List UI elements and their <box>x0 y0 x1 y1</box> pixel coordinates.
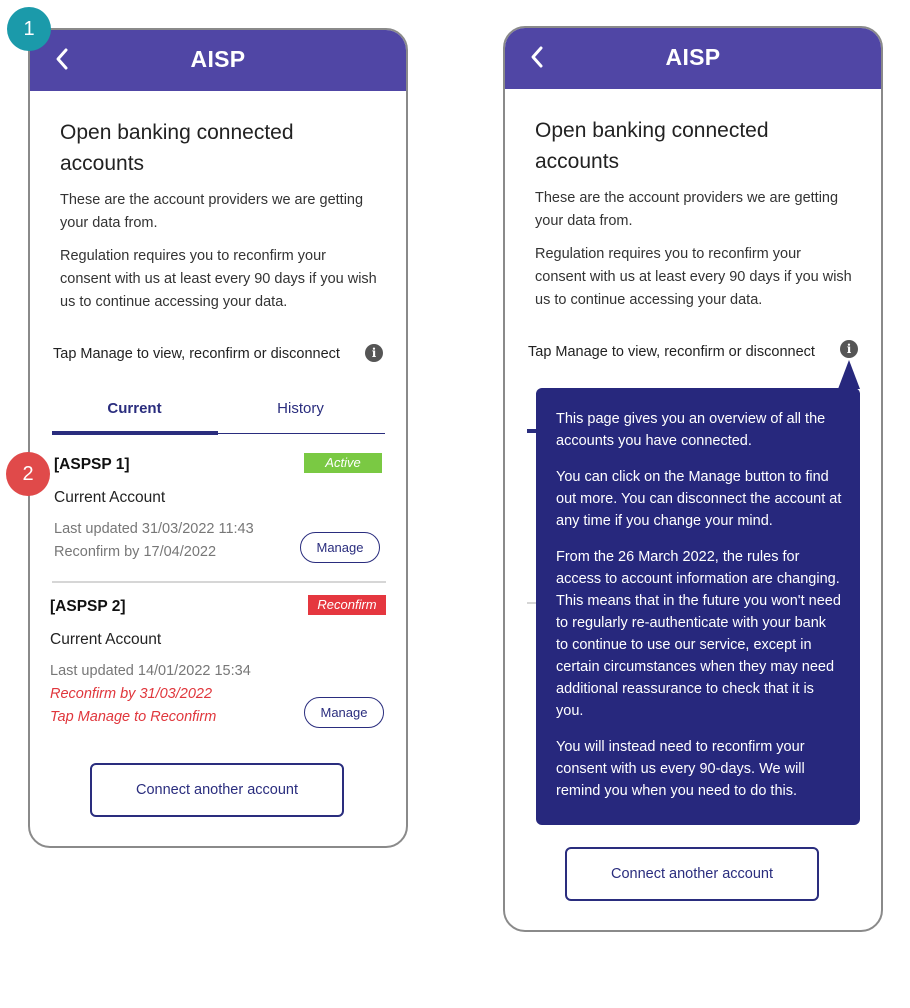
tooltip-paragraph: This page gives you an overview of all the accounts you have connected. <box>556 411 826 449</box>
manage-button[interactable]: Manage <box>304 697 384 728</box>
reconfirm-warning-text: Reconfirm by 31/03/2022 <box>50 686 213 702</box>
callout-2-badge: 2 <box>6 452 50 496</box>
regulation-text: Regulation requires you to reconfirm your consent with us at least every 90 days if you wish us to continue accessing your data. <box>535 246 852 308</box>
regulation-text: Regulation requires you to reconfirm your consent with us at least every 90 days if you wish us to continue accessing your data. <box>60 248 377 310</box>
tab-current[interactable]: Current <box>107 400 162 417</box>
tab-active-indicator <box>52 431 218 435</box>
status-badge-active: Active <box>304 453 382 473</box>
page-title: Open banking connected accounts <box>535 119 769 173</box>
account-type: Current Account <box>54 489 166 506</box>
info-tooltip <box>536 388 860 825</box>
tooltip-paragraph: From the 26 March 2022, the rules for access to account information are changing. This means that in the future you won't need to regularly re-authenticate with your bank to continue to use our service, except in certain circumstances when they may need additional reassurance to check that it is you. <box>556 549 841 719</box>
app-header <box>30 30 406 91</box>
last-updated-text: Last updated 31/03/2022 11:43 <box>54 521 254 537</box>
tooltip-paragraph: You can click on the Manage button to find out more. You can disconnect the account at any time if you change your mind. <box>556 469 842 529</box>
tooltip-pointer <box>838 360 860 389</box>
connect-another-account-button[interactable]: Connect another account <box>90 763 344 817</box>
page-title: Open banking connected accounts <box>60 121 294 175</box>
phone-screen-default <box>28 28 408 848</box>
account-divider <box>52 581 386 583</box>
info-icon[interactable]: i <box>365 344 383 362</box>
app-header <box>505 28 881 89</box>
account-name: [ASPSP 2] <box>50 598 126 615</box>
tap-manage-hint: Tap Manage to view, reconfirm or disconnect <box>53 346 340 362</box>
tap-reconfirm-text: Tap Manage to Reconfirm <box>50 709 217 725</box>
reconfirm-date-text: Reconfirm by 17/04/2022 <box>54 544 217 560</box>
app-title: AISP <box>190 46 246 72</box>
info-icon[interactable]: i <box>840 340 858 358</box>
intro-text: These are the account providers we are getting your data from. <box>60 192 364 231</box>
account-type: Current Account <box>50 631 162 648</box>
tooltip-paragraph: You will instead need to reconfirm your consent with us every 90-days. We will remind you when you need to do this. <box>556 739 805 799</box>
intro-text: These are the account providers we are getting your data from. <box>535 190 839 229</box>
tap-manage-hint: Tap Manage to view, reconfirm or disconnect <box>528 344 815 360</box>
last-updated-text: Last updated 14/01/2022 15:34 <box>50 663 251 679</box>
app-title: AISP <box>665 44 721 70</box>
manage-button[interactable]: Manage <box>300 532 380 563</box>
account-name: [ASPSP 1] <box>54 456 130 473</box>
callout-1-badge: 1 <box>7 7 51 51</box>
status-badge-reconfirm: Reconfirm <box>308 595 386 615</box>
tab-history[interactable]: History <box>277 400 324 417</box>
connect-another-account-button[interactable]: Connect another account <box>565 847 819 901</box>
